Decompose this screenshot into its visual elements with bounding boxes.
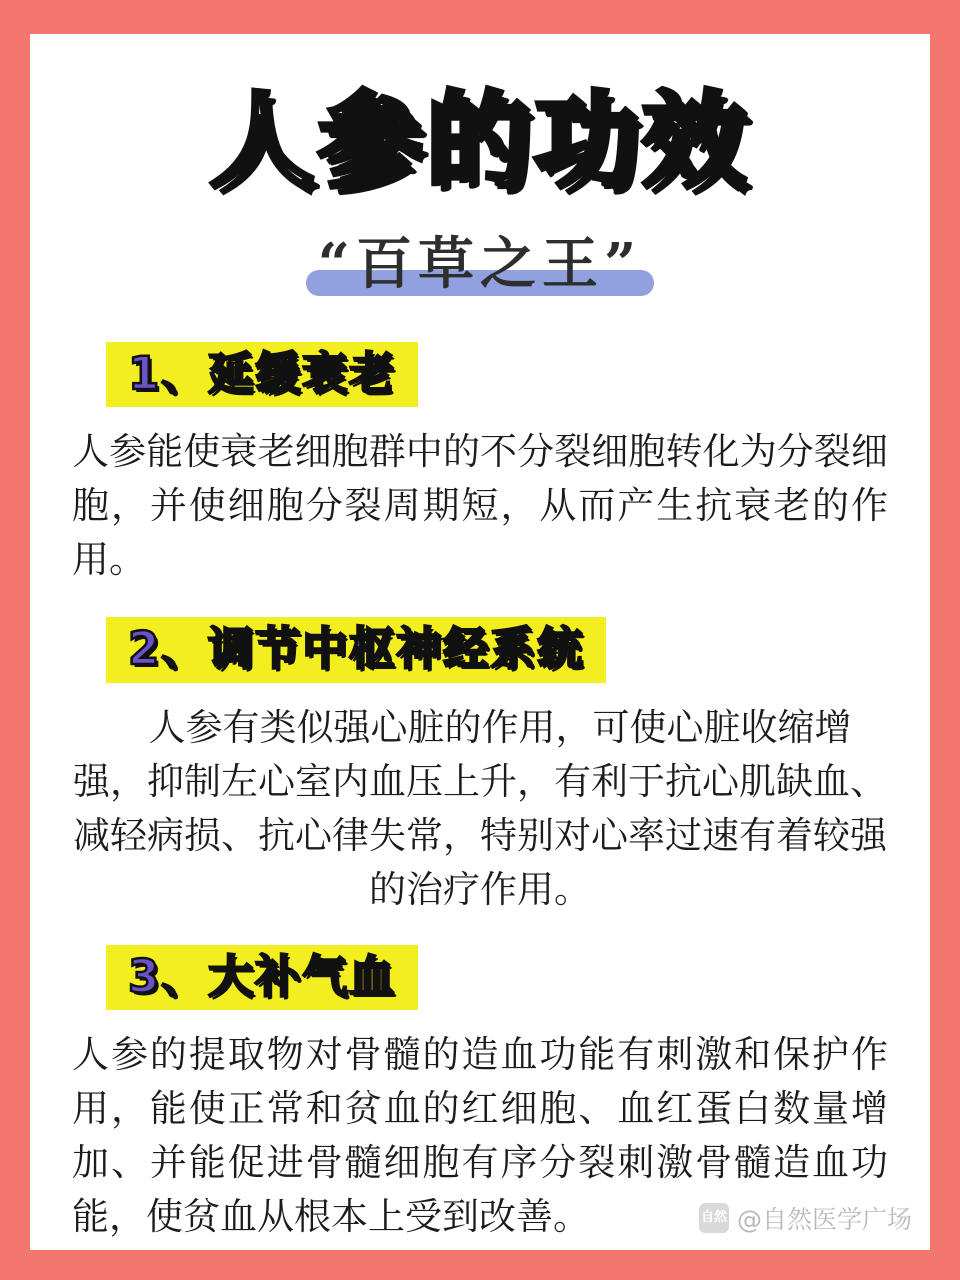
section-2-heading-label: 2、调节中枢神经系统 — [128, 622, 585, 676]
section-2-heading — [106, 617, 606, 682]
section-2-body: 人参有类似强心脏的作用，可使心脏收缩增强，抑制左心室内血压上升，有利于抗心肌缺血、减轻病损、抗心律失常，特别对心率过速有着较强的治疗作用。 — [73, 705, 887, 911]
section-1 — [64, 342, 896, 587]
subtitle-block — [318, 220, 642, 300]
section-1-body: 人参能使衰老细胞群中的不分裂细胞转化为分裂细胞，并使细胞分裂周期短，从而产生抗衰老的作用。 — [72, 430, 888, 582]
title-block — [64, 80, 896, 300]
section-1-heading-label: 1、延缓衰老 — [128, 347, 397, 401]
watermark-logo-icon: 自然 — [699, 1203, 729, 1233]
section-3-body: 人参的提取物对骨髓的造血功能有刺激和保护作用，能使正常和贫血的红细胞、血红蛋白数量增加、并能促进骨髓细胞有序分裂刺激骨髓造血功能，使贫血从根本上受到改善。 — [72, 1032, 888, 1238]
page-title: 人参的功效 — [209, 80, 750, 202]
watermark — [699, 1200, 912, 1236]
watermark-label: @自然医学广场 — [736, 1205, 912, 1234]
poster-card — [30, 34, 930, 1250]
page-subtitle: “百草之王” — [317, 231, 643, 298]
section-2 — [64, 617, 896, 916]
section-3-heading — [106, 945, 418, 1010]
section-3-heading-label: 3、大补气血 — [128, 949, 397, 1003]
section-1-heading — [106, 342, 418, 407]
